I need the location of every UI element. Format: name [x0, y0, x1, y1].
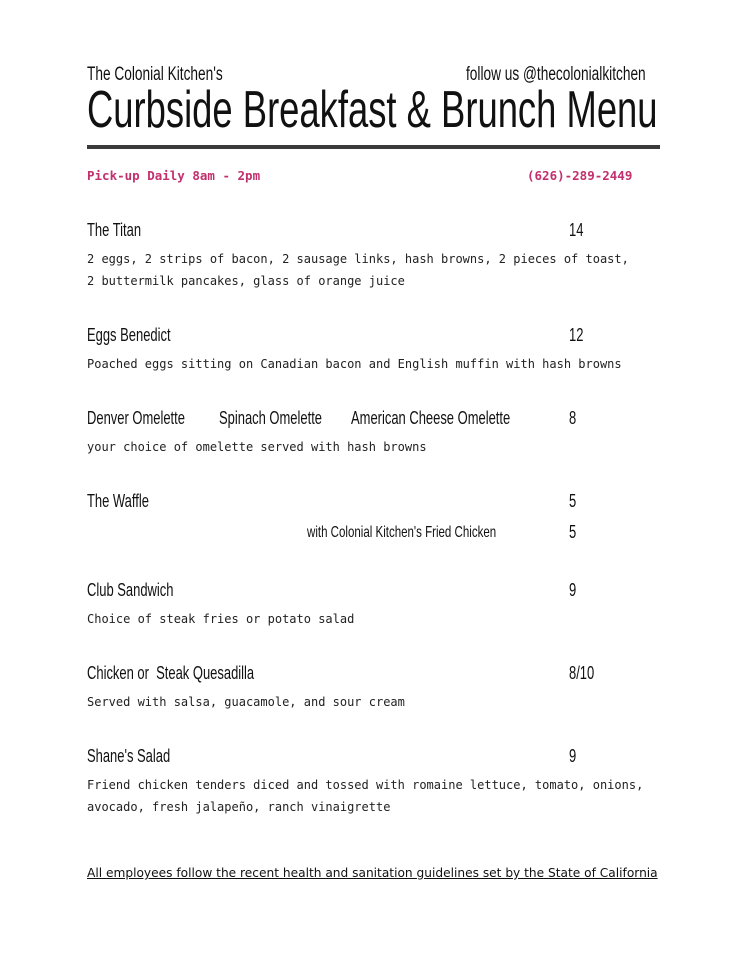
item-price: 8/10 [569, 663, 595, 683]
brand-name: The Colonial Kitchen's [87, 64, 223, 85]
item-price: 12 [569, 325, 584, 345]
item-name: Denver Omelette [87, 408, 185, 428]
item-addon: with Colonial Kitchen's Fried Chicken [307, 524, 497, 541]
item-name-2: Spinach Omelette [219, 408, 323, 428]
item-price: 5 [569, 491, 577, 511]
item-price: 14 [569, 220, 584, 240]
phone-number: (626)-289-2449 [527, 168, 633, 183]
item-desc: 2 buttermilk pancakes, glass of orange juice [87, 274, 405, 288]
item-desc: avocado, fresh jalapeño, ranch vinaigrette [87, 800, 391, 814]
item-desc: Served with salsa, guacamole, and sour cream [87, 695, 405, 709]
item-price: 8 [569, 408, 577, 428]
item-price: 9 [569, 580, 577, 600]
item-desc: Choice of steak fries or potato salad [87, 612, 355, 626]
item-desc: Poached eggs sitting on Canadian bacon and English muffin with hash browns [87, 357, 622, 371]
item-name: Chicken or Steak Quesadilla [87, 663, 255, 683]
item-name: The Waffle [87, 491, 149, 511]
item-price: 9 [569, 746, 577, 766]
item-name: Shane's Salad [87, 746, 171, 766]
pickup-hours: Pick-up Daily 8am - 2pm [87, 168, 261, 183]
health-notice: All employees follow the recent health and sanitation guidelines set by the State of California [87, 866, 658, 880]
item-name: Club Sandwich [87, 580, 174, 600]
page-title: Curbside Breakfast & Brunch Menu [87, 81, 658, 139]
item-name: The Titan [87, 220, 142, 240]
title-divider [87, 145, 660, 149]
item-desc: 2 eggs, 2 strips of bacon, 2 sausage links, hash browns, 2 pieces of toast, [87, 252, 629, 266]
item-addon-price: 5 [569, 522, 577, 542]
social-handle: follow us @thecolonialkitchen [466, 64, 646, 85]
item-desc: your choice of omelette served with hash browns [87, 440, 427, 454]
item-name-3: American Cheese Omelette [351, 408, 511, 428]
item-name: Eggs Benedict [87, 325, 171, 345]
item-desc: Friend chicken tenders diced and tossed with romaine lettuce, tomato, onions, [87, 778, 644, 792]
